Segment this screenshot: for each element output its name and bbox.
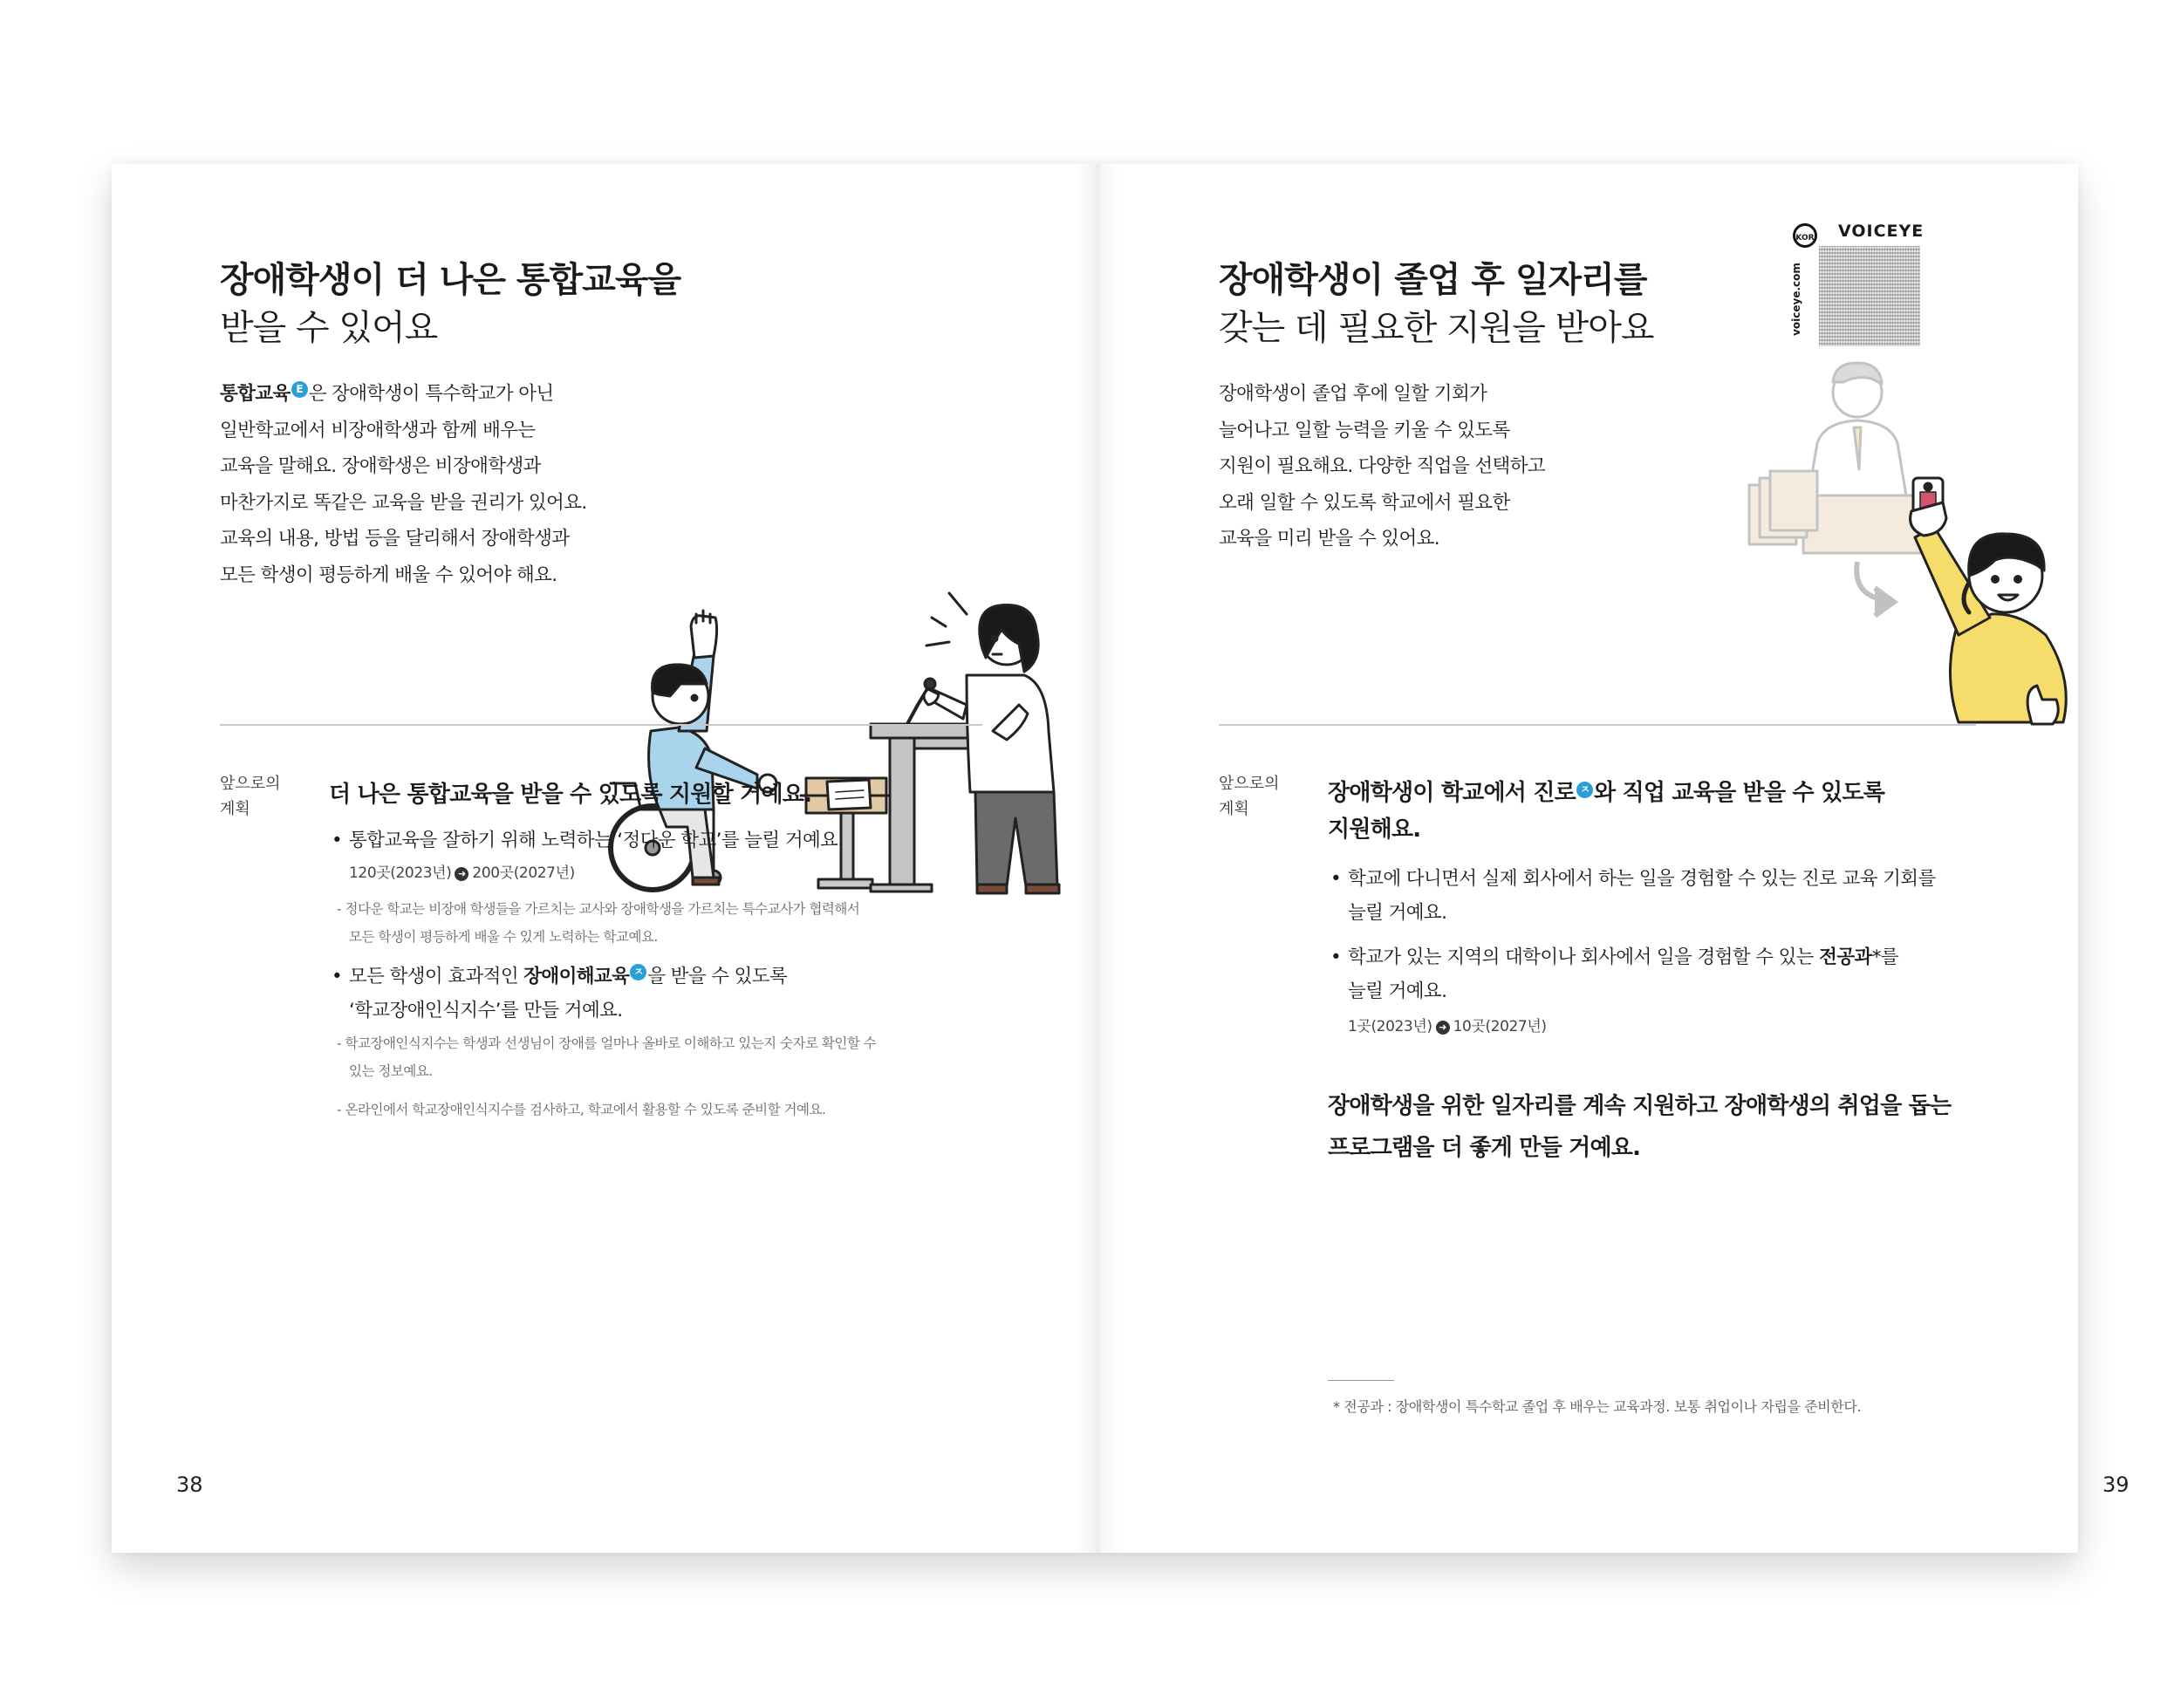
- left-page-title: [220, 256, 680, 352]
- intro-line4: 마찬가지로 똑같은 교육을 받을 권리가 있어요.: [220, 491, 587, 514]
- right-section-divider: [1219, 724, 1976, 726]
- intro-line1-rest: 은 장애학생이 특수학교가 아닌: [308, 383, 554, 405]
- arrow-circle-icon: ➜: [455, 867, 468, 881]
- bullet2-term: 장애이해교육: [523, 966, 630, 987]
- right-stat: [1348, 1015, 1547, 1038]
- intro-line3: 교육을 말해요. 장애학생은 비장애학생과: [220, 455, 541, 477]
- right-title-line1: 장애학생이 졸업 후 일자리를: [1219, 260, 1647, 300]
- left-stat-1: [349, 862, 575, 885]
- voiceye-qr-pattern: [1819, 246, 1920, 346]
- right-page-title: [1219, 256, 1654, 352]
- left-title-line2: 받을 수 있어요: [220, 308, 438, 348]
- left-plan-heading: 더 나은 통합교육을 받을 수 있도록 지원할 거예요.: [329, 782, 812, 808]
- right-plan-label-line1: 앞으로의: [1219, 775, 1280, 793]
- right-bullet1-line1: 학교에 다니면서 실제 회사에서 하는 일을 경험할 수 있는 진로 교육 기회를: [1348, 868, 1936, 890]
- left-plan-label-line1: 앞으로의: [220, 775, 281, 793]
- right-intro-line5: 교육을 미리 받을 수 있어요.: [1219, 528, 1440, 550]
- left-bullet-1-text: 통합교육을 잘하기 위해 노력하는 ‘정다운 학교’를 늘릴 거예요.: [349, 830, 844, 851]
- right-bullet-2: • 학교가 있는 지역의 대학이나 회사에서 일을 경험할 수 있는 전공과*를 늘릴 거예요.: [1348, 940, 1898, 1008]
- right-bullet1-line2: 늘릴 거예요.: [1348, 902, 1447, 924]
- right-plan-heading-post: 와 직업 교육을 받을 수 있도록: [1594, 780, 1885, 806]
- right-stat-from: 1곳(2023년): [1348, 1018, 1432, 1035]
- right-plan-label-line2: 계획: [1219, 800, 1249, 818]
- left-bullet-1: • 통합교육을 잘하기 위해 노력하는 ‘정다운 학교’를 늘릴 거예요.: [332, 830, 844, 851]
- left-title-line1: 장애학생이 더 나은 통합교육을: [220, 260, 681, 300]
- right-plan2-heading: [1328, 1085, 1951, 1169]
- footnote: * 전공과 : 장애학생이 특수학교 졸업 후 배우는 교육과정. 보통 취업이나 자립을 준비한다.: [1333, 1398, 1862, 1415]
- right-plan-heading: [1328, 775, 1884, 848]
- voiceye-kor-icon: KOR: [1793, 223, 1817, 248]
- badge-j-icon: ㅈ: [630, 964, 646, 980]
- right-intro-line1: 장애학생이 졸업 후에 일할 기회가: [1219, 383, 1487, 405]
- intro-line2: 일반학교에서 비장애학생과 함께 배우는: [220, 419, 536, 441]
- left-page: [112, 164, 1095, 1553]
- right-page-number: 39: [2102, 1472, 2130, 1497]
- right-stat-to: 10곳(2027년): [1453, 1018, 1547, 1035]
- badge-j-icon: ㅈ: [1576, 782, 1593, 798]
- book-spread: [112, 164, 2130, 1553]
- footnote-rule: [1328, 1380, 1394, 1381]
- right-plan-heading-line2: 지원해요.: [1328, 816, 1421, 843]
- job-illustration: [1740, 347, 2072, 731]
- right-intro-line4: 오래 일할 수 있도록 학교에서 필요한: [1219, 491, 1510, 514]
- right-bullet2-post: *를: [1871, 946, 1899, 968]
- bullet2-post: 을 받을 수 있도록: [647, 966, 788, 987]
- voiceye-brand: VOICEYE: [1838, 222, 1925, 241]
- left-note-1: [337, 895, 859, 951]
- note2-line1: - 학교장애인식지수는 학생과 선생님이 장애를 얼마나 올바로 이해하고 있는지 숫자로 확인할 수: [337, 1035, 877, 1051]
- intro-line5: 교육의 내용, 방법 등을 달리해서 장애학생과: [220, 528, 570, 550]
- right-title-line2: 갖는 데 필요한 지원을 받아요: [1219, 308, 1654, 348]
- arrow-circle-icon: ➜: [1436, 1021, 1450, 1035]
- bullet2-line2: ‘학교장애인식지수’를 만들 거예요.: [349, 1000, 623, 1021]
- stat1-from: 120곳(2023년): [349, 864, 452, 882]
- intro-term: 통합교육: [220, 383, 291, 405]
- right-plan2-line1: 장애학생을 위한 일자리를 계속 지원하고 장애학생의 취업을 돕는: [1328, 1093, 1952, 1119]
- voiceye-code: [1789, 220, 1925, 346]
- right-bullet2-pre: 학교가 있는 지역의 대학이나 회사에서 일을 경험할 수 있는: [1348, 946, 1820, 968]
- note2-line2: 있는 정보예요.: [349, 1063, 433, 1079]
- bullet2-pre: 모든 학생이 효과적인: [349, 966, 524, 987]
- left-intro: [220, 376, 587, 593]
- right-bullet2-term: 전공과: [1819, 946, 1872, 968]
- right-bullet2-line2: 늘릴 거예요.: [1348, 980, 1447, 1002]
- left-section-divider: [220, 724, 982, 726]
- left-plan-label: [220, 771, 281, 822]
- right-plan-label: [1219, 771, 1280, 822]
- right-intro: [1219, 376, 1545, 557]
- badge-e-icon: E: [291, 381, 308, 398]
- left-bullet-2: • 모든 학생이 효과적인 장애이해교육 ㅈ 을 받을 수 있도록 ‘학교장애인식지수’를 만들 거예요.: [349, 960, 787, 1028]
- note1-line2: 모든 학생이 평등하게 배울 수 있게 노력하는 학교예요.: [349, 929, 658, 945]
- right-intro-line2: 늘어나고 일할 능력을 키울 수 있도록: [1219, 419, 1510, 441]
- left-note-2: [337, 1029, 876, 1085]
- left-page-number: 38: [176, 1472, 203, 1497]
- right-intro-line3: 지원이 필요해요. 다양한 직업을 선택하고: [1219, 455, 1546, 477]
- voiceye-url: voiceye.com: [1789, 263, 1802, 336]
- right-page: [1095, 164, 2130, 1553]
- note1-line1: - 정다운 학교는 비장애 학생들을 가르치는 교사와 장애학생을 가르치는 특수교사가 협력해서: [337, 901, 860, 917]
- left-plan-label-line2: 계획: [220, 800, 250, 818]
- right-plan-heading-term: 진로: [1533, 780, 1576, 806]
- stat1-to: 200곳(2027년): [472, 864, 575, 882]
- intro-line6: 모든 학생이 평등하게 배울 수 있어야 해요.: [220, 564, 557, 586]
- right-bullet-1: • 학교에 다니면서 실제 회사에서 하는 일을 경험할 수 있는 진로 교육 기회를 늘릴 거예요.: [1348, 862, 1936, 930]
- right-plan-heading-pre: 장애학생이 학교에서: [1328, 780, 1534, 806]
- right-plan2-line2: 프로그램을 더 좋게 만들 거예요.: [1328, 1135, 1641, 1161]
- left-note-3: - 온라인에서 학교장애인식지수를 검사하고, 학교에서 활용할 수 있도록 준비할 거예요.: [337, 1102, 826, 1117]
